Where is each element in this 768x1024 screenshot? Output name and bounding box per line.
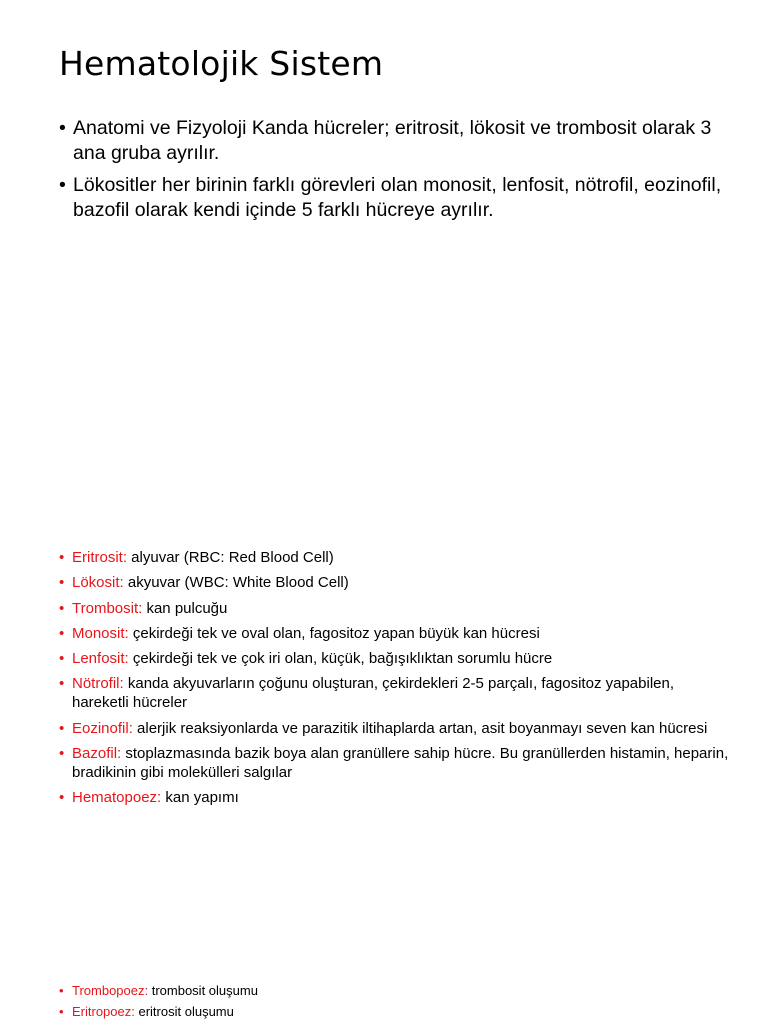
definition-term: Nötrofil: — [72, 675, 124, 693]
definition-term: Lenfosit: — [72, 650, 129, 668]
small-definition-item-trombopoez — [59, 982, 659, 999]
definition-desc: trombosit oluşumu — [148, 983, 258, 998]
definition-desc: eritrosit oluşumu — [134, 1004, 234, 1019]
main-bullet-item — [59, 173, 739, 223]
definition-desc: kan yapımı — [161, 789, 239, 807]
bullet-icon: • — [59, 1004, 64, 1019]
bullet-icon: • — [59, 549, 65, 566]
definition-term: Trombosit: — [72, 599, 143, 617]
bullet-icon: • — [59, 650, 65, 668]
definition-desc: kanda akyuvarların çoğunu oluşturan, çekirdekleri 2-5 parçalı, fagositoz yapabilen, hareketli hücreler — [72, 675, 674, 712]
bullet-icon: • — [59, 789, 65, 807]
small-definition-item-eritropoez — [59, 1003, 659, 1020]
main-bullet-text: Anatomi ve Fizyoloji Kanda hücreler; eritrosit, lökosit ve trombosit olarak 3 ana gruba ayrılır. — [73, 117, 712, 164]
definition-desc: çekirdeği tek ve çok iri olan, küçük, bağışıklıktan sorumlu hücre — [128, 650, 553, 668]
definition-item-eritrosit — [59, 548, 729, 567]
bullet-icon: • — [59, 599, 65, 617]
small-definition-list — [59, 982, 659, 1024]
definition-desc: stoplazmasında bazik boya alan granüllere sahip hücre. Bu granüllerden histamin, heparin, bradikinin gibi molekülleri salgılar — [72, 745, 729, 782]
bullet-icon: • — [59, 574, 65, 592]
definition-desc: akyuvar (WBC: White Blood Cell) — [123, 574, 349, 592]
definition-desc: alerjik reaksiyonlarda ve parazitik iltihaplarda artan, asit boyanmayı seven kan hücresi — [132, 719, 708, 737]
bullet-icon: • — [59, 983, 64, 998]
definition-item-lokosit — [59, 573, 729, 592]
definition-item-monosit — [59, 624, 729, 643]
page-title: Hematolojik Sistem — [59, 44, 384, 83]
bullet-icon: • — [59, 719, 65, 737]
bullet-icon: • — [59, 174, 66, 196]
definition-term: Lökosit: — [72, 574, 124, 592]
main-bullet-list — [59, 116, 739, 230]
bullet-icon: • — [59, 675, 65, 693]
main-bullet-text: Lökositler her birinin farklı görevleri olan monosit, lenfosit, nötrofil, eozinofil, bazofil olarak kendi içinde 5 farklı hücreye ayrılır. — [73, 174, 722, 221]
definition-term: Eritrosit: — [72, 549, 128, 566]
definition-item-eozinofil — [59, 719, 729, 738]
definition-term: Eozinofil: — [72, 719, 133, 737]
definition-desc: alyuvar (RBC: Red Blood Cell) — [127, 549, 334, 566]
main-bullet-item — [59, 116, 739, 166]
definition-item-bazofil — [59, 744, 729, 782]
definition-term: Eritropoez: — [72, 1004, 135, 1019]
bullet-icon: • — [59, 624, 65, 642]
bullet-icon: • — [59, 745, 65, 763]
definition-item-trombosit — [59, 599, 729, 618]
definition-item-notrofil — [59, 674, 729, 712]
definition-term: Trombopoez: — [72, 983, 149, 998]
bullet-icon: • — [59, 117, 66, 139]
definition-term: Bazofil: — [72, 745, 122, 763]
definition-desc: çekirdeği tek ve oval olan, fagositoz yapan büyük kan hücresi — [128, 624, 540, 642]
definition-item-lenfosit — [59, 649, 729, 668]
definition-list — [59, 548, 729, 814]
definition-term: Monosit: — [72, 624, 129, 642]
definition-term: Hematopoez: — [72, 789, 162, 807]
definition-desc: kan pulcuğu — [142, 599, 228, 617]
definition-item-hematopoez — [59, 788, 729, 807]
